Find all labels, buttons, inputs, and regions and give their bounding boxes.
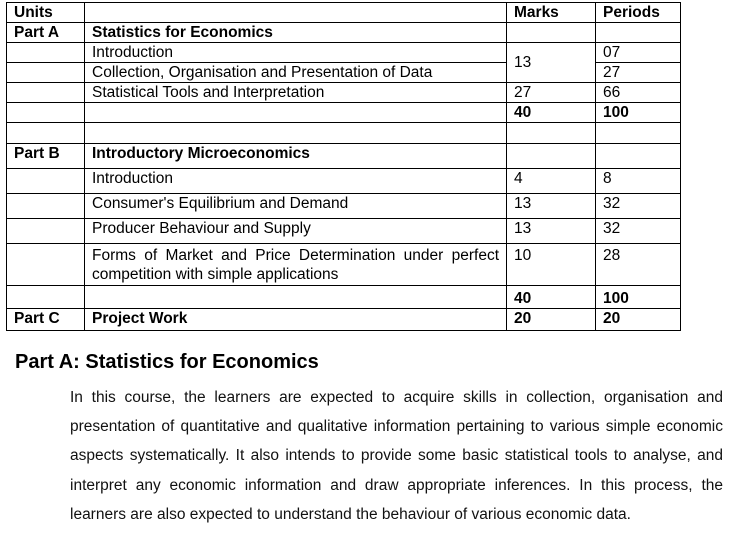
header-marks: Marks <box>507 3 596 23</box>
part-a-row-2-periods: 27 <box>596 63 681 83</box>
part-a-row-3-topic: Statistical Tools and Interpretation <box>85 83 507 103</box>
spacer-row <box>7 123 681 144</box>
part-b-row-3-marks: 13 <box>507 219 596 244</box>
part-a-row-2-topic: Collection, Organisation and Presentation of Data <box>85 63 507 83</box>
table-row <box>7 43 681 63</box>
table-row <box>7 309 681 331</box>
part-a-row-3-marks: 27 <box>507 83 596 103</box>
part-a-row-1-periods: 07 <box>596 43 681 63</box>
table-row <box>7 219 681 244</box>
part-b-row-1-periods: 8 <box>596 169 681 194</box>
part-b-row-1-topic: Introduction <box>85 169 507 194</box>
header-units: Units <box>7 3 85 23</box>
syllabus-table <box>6 2 681 331</box>
part-a-unit: Part A <box>7 23 85 43</box>
part-b-row-2-marks: 13 <box>507 194 596 219</box>
part-b-row-2-topic: Consumer's Equilibrium and Demand <box>85 194 507 219</box>
part-b-row-1-marks: 4 <box>507 169 596 194</box>
part-a-row-3-periods: 66 <box>596 83 681 103</box>
table-row <box>7 194 681 219</box>
table-row <box>7 144 681 169</box>
header-periods: Periods <box>596 3 681 23</box>
part-a-total-row <box>7 103 681 123</box>
part-c-title: Project Work <box>85 309 507 331</box>
part-a-total-marks: 40 <box>507 103 596 123</box>
part-b-title: Introductory Microeconomics <box>85 144 507 169</box>
table-row <box>7 83 681 103</box>
part-c-unit: Part C <box>7 309 85 331</box>
part-b-row-3-periods: 32 <box>596 219 681 244</box>
section-paragraph: In this course, the learners are expected to acquire skills in collection, organisation and presentation of quantitative and qualitative information pertaining to various simple economic aspects systematically. It also intends to provide some basic statistical tools to analyse, and interpret any economic information and draw appropriate inferences. In this process, the learners are also expected to understand the behaviour of various economic data. <box>70 389 723 523</box>
header-topic <box>85 3 507 23</box>
part-b-row-4-marks: 10 <box>507 244 596 286</box>
part-b-row-3-topic: Producer Behaviour and Supply <box>85 219 507 244</box>
part-a-title: Statistics for Economics <box>85 23 507 43</box>
part-b-total-marks: 40 <box>507 286 596 309</box>
part-b-unit: Part B <box>7 144 85 169</box>
part-b-row-4-topic: Forms of Market and Price Determination under perfect competition with simple applications <box>85 244 507 286</box>
part-b-row-4-periods: 28 <box>596 244 681 286</box>
part-c-marks: 20 <box>507 309 596 331</box>
part-a-row-1-marks: 13 <box>507 43 596 83</box>
part-b-row-2-periods: 32 <box>596 194 681 219</box>
table-row <box>7 169 681 194</box>
part-a-row-1-topic: Introduction <box>85 43 507 63</box>
section-heading: Part A: Statistics for Economics <box>15 351 319 373</box>
header-row <box>7 3 681 23</box>
part-c-periods: 20 <box>596 309 681 331</box>
table-row <box>7 23 681 43</box>
part-b-total-row <box>7 286 681 309</box>
part-a-total-periods: 100 <box>596 103 681 123</box>
part-b-total-periods: 100 <box>596 286 681 309</box>
table-row <box>7 244 681 286</box>
